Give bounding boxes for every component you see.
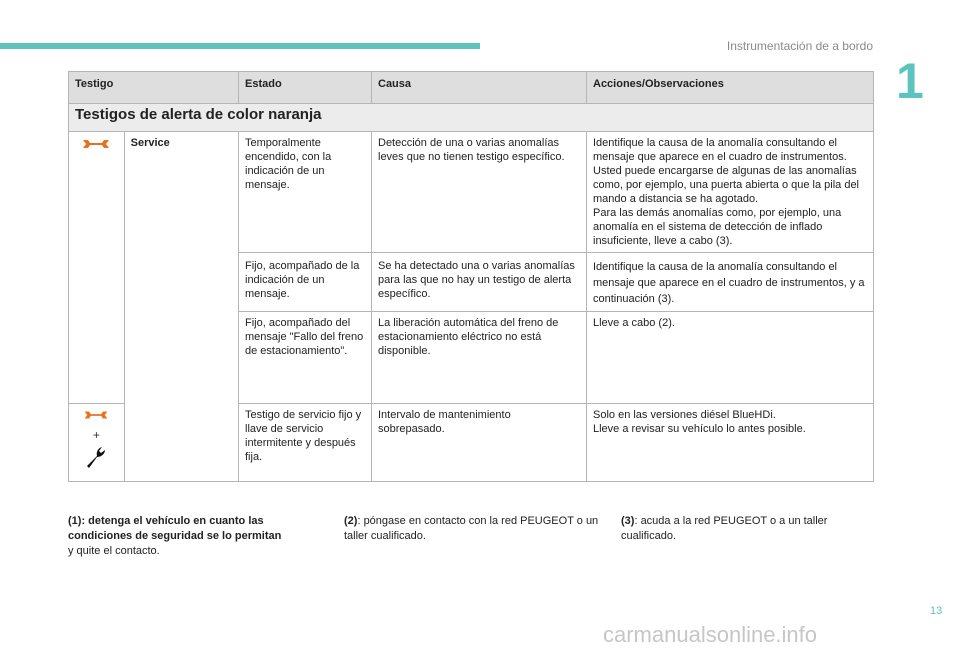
footnote-3 [621,514,871,544]
warning-lights-table [68,71,874,482]
row3-estado: Fijo, acompañado del mensaje "Fallo del freno de estacionamiento". [239,312,372,404]
black-wrench-icon [83,444,109,470]
row4-causa: Intervalo de mantenimiento sobrepasado. [372,404,587,482]
orange-wrench-icon [81,408,111,422]
row1-estado: Temporalmente encendido, con la indicación de un mensaje. [239,132,372,253]
section-heading: Testigos de alerta de color naranja [69,104,874,132]
table-header-row [69,72,874,104]
column-header-testigo: Testigo [69,72,239,104]
row4-estado: Testigo de servicio fijo y llave de servicio intermitente y después fija. [239,404,372,482]
watermark: carmanualsonline.info [603,622,818,647]
footnote-2-text: : póngase en contacto con la red PEUGEOT o un taller cualificado. [344,515,599,542]
header-accent-bar [0,43,480,49]
footnote-2-ref: (2) [344,515,358,527]
footnote-2 [344,514,604,544]
plus-sign: + [92,428,100,442]
footnote-1-rest: y quite el contacto. [68,545,160,557]
column-header-acciones: Acciones/Observaciones [587,72,874,104]
footnote-3-text: : acuda a la red PEUGEOT o a un taller cualificado. [621,515,828,542]
row1-acciones: Identifique la causa de la anomalía consultando el mensaje que aparece en el cuadro de instrumentos. Usted puede encargarse de algunas de las anomalías como, por ejemplo, una puerta abierta o que la pila del mando a distancia se ha agotado. Para las demás anomalías como, por ejemplo, una anomalía en el sistema de detección de inflado insuficiente, lleve a cabo (3). [587,132,874,253]
row4-acciones: Solo en las versiones diésel BlueHDi. Lleve a revisar su vehículo lo antes posible. [587,404,874,482]
row1-causa: Detección de una o varias anomalías leves que no tienen testigo específico. [372,132,587,253]
section-title: Instrumentación de a bordo [726,39,873,53]
service-label: Service [124,132,238,482]
row2-estado: Fijo, acompañado de la indicación de un mensaje. [239,253,372,312]
chapter-number: 1 [896,53,924,109]
footnote-1 [68,514,318,559]
section-heading-row [69,104,874,132]
row2-causa: Se ha detectado una o varias anomalías para las que no hay un testigo de alerta específico. [372,253,587,312]
row3-causa: La liberación automática del freno de estacionamiento eléctrico no está disponible. [372,312,587,404]
footnote-1-ref: (1) [68,515,82,527]
icon-cell [69,132,125,404]
page-number: 13 [930,605,943,617]
footnote-3-ref: (3) [621,515,635,527]
column-header-estado: Estado [239,72,372,104]
column-header-causa: Causa [372,72,587,104]
row2-acciones: Identifique la causa de la anomalía consultando el mensaje que aparece en el cuadro de instrumentos, y a continuación (3). [587,253,874,312]
footnote-1-bold: : detenga el vehículo en cuanto las condiciones de seguridad se lo permitan [68,515,282,542]
orange-wrench-icon [81,136,111,152]
table-row [69,132,874,253]
icon-cell-combined [69,404,125,482]
row3-acciones: Lleve a cabo (2). [587,312,874,404]
